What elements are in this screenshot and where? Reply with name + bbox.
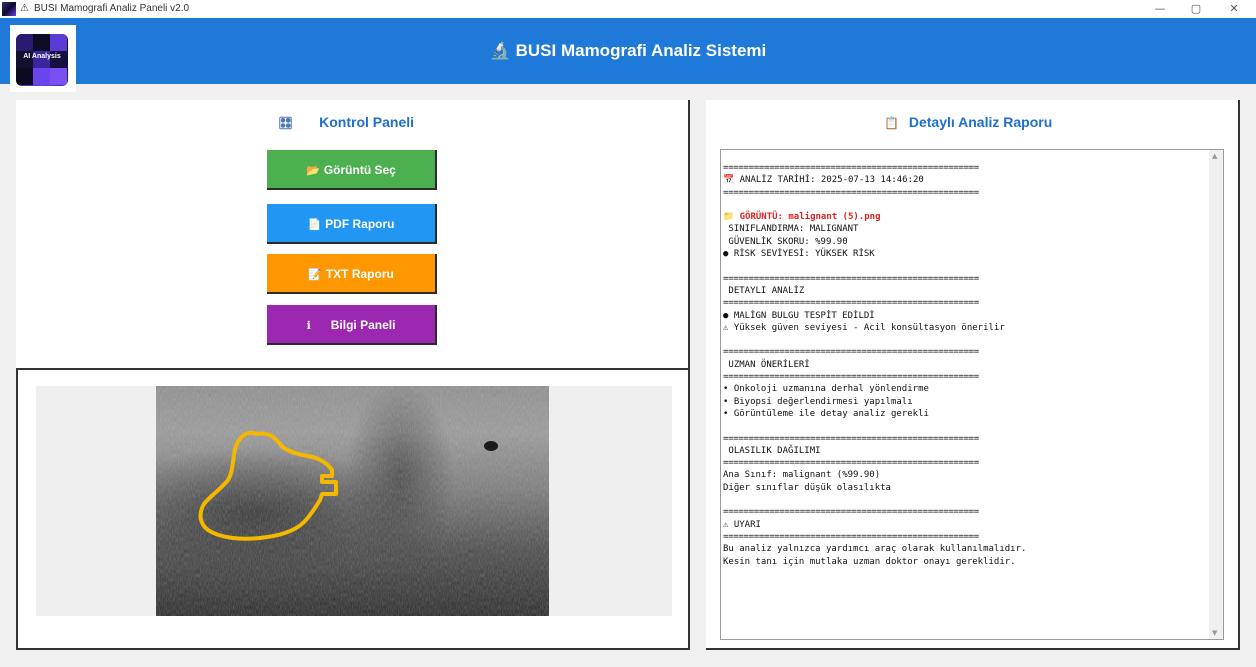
- info-panel-button[interactable]: [267, 305, 437, 345]
- scroll-down-icon[interactable]: ▼: [1212, 629, 1218, 637]
- report-separator: ==================================================: [723, 273, 979, 284]
- report-line: DETAYLI ANALİZ: [723, 285, 805, 296]
- report-separator: ==================================================: [723, 507, 979, 518]
- report-separator: ==================================================: [723, 458, 979, 469]
- report-panel-title-text: Detaylı Analiz Raporu: [908, 114, 1053, 130]
- control-panel-title: [278, 114, 414, 130]
- report-separator: ==================================================: [723, 347, 979, 358]
- report-separator: ==================================================: [723, 163, 979, 173]
- report-line: [723, 260, 1209, 272]
- app-icon: [2, 2, 16, 16]
- control-panel: [16, 100, 690, 368]
- report-panel: [706, 100, 1240, 650]
- lesion-contour: [156, 386, 549, 616]
- select-image-label: Görüntü Seç: [323, 163, 396, 177]
- txt-report-button[interactable]: [267, 254, 437, 294]
- report-line: ⚠ UYARI: [723, 519, 761, 530]
- report-line: Diğer sınıflar düşük olasılıkta: [723, 482, 891, 493]
- report-separator: ==================================================: [723, 298, 979, 309]
- report-line: Kesin tanı için mutlaka uzman doktor onayı gereklidir.: [723, 556, 1016, 567]
- ai-analysis-logo: [16, 34, 68, 86]
- report-line: Bu analiz yalnızca yardımcı araç olarak kullanılmalıdır.: [723, 544, 1027, 555]
- report-separator: ==================================================: [723, 433, 979, 444]
- report-line: Ana Sınıf: malignant (%99.90): [723, 470, 881, 481]
- maximize-button[interactable]: ▢: [1190, 2, 1202, 15]
- report-line: • Görüntüleme ile detay analiz gerekli: [723, 408, 929, 419]
- control-panel-title-text: Kontrol Paneli: [319, 114, 415, 130]
- report-line: ● MALİGN BULGU TESPİT EDİLDİ: [723, 310, 875, 321]
- report-separator: ==================================================: [723, 531, 979, 542]
- minimize-button[interactable]: —: [1154, 2, 1166, 15]
- info-icon: ℹ: [306, 320, 311, 332]
- txt-report-label: TXT Raporu: [325, 267, 394, 281]
- logo-text: AI Analysis: [23, 53, 61, 60]
- control-knobs-icon: 🎛: [278, 116, 294, 130]
- report-textbox[interactable]: [720, 149, 1224, 640]
- memo-icon: 📝: [308, 269, 322, 281]
- report-line: ⚠ Yüksek güven seviyesi - Acil konsültasyon önerilir: [723, 322, 1005, 333]
- report-separator: ==================================================: [723, 372, 979, 383]
- report-line: • Onkoloji uzmanına derhal yönlendirme: [723, 384, 929, 395]
- warning-icon: ⚠: [20, 3, 29, 14]
- ultrasound-image: [156, 386, 549, 616]
- window-title: BUSI Mamografi Analiz Paneli v2.0: [34, 3, 190, 14]
- report-line: [723, 494, 1209, 506]
- pdf-report-button[interactable]: [267, 204, 437, 244]
- app-header: [0, 18, 1256, 84]
- report-panel-title: [884, 114, 1052, 130]
- window-titlebar: [0, 0, 1256, 18]
- report-line: [723, 420, 1209, 432]
- clipboard-icon: 📋: [884, 116, 899, 130]
- image-frame: [36, 386, 672, 616]
- info-panel-label: Bilgi Paneli: [330, 318, 396, 332]
- report-line: GÜVENLİK SKORU: %99.90: [723, 236, 848, 247]
- pdf-report-label: PDF Raporu: [325, 217, 395, 231]
- report-line: SINIFLANDIRMA: MALIGNANT: [723, 224, 859, 235]
- report-line: • Biyopsi değerlendirmesi yapılmalı: [723, 396, 913, 407]
- report-line: ● RİSK SEVİYESİ: YÜKSEK RİSK: [723, 249, 875, 260]
- document-icon: 📄: [307, 219, 322, 231]
- report-line: [723, 334, 1209, 346]
- select-image-button[interactable]: [267, 150, 437, 190]
- logo-container: [10, 25, 76, 92]
- header-title: 🔬 BUSI Mamografi Analiz Sistemi: [489, 41, 767, 60]
- report-separator: ==================================================: [723, 187, 979, 198]
- report-line: 📁 GÖRÜNTÜ: malignant (5).png: [723, 212, 881, 223]
- folder-icon: 📂: [306, 165, 320, 177]
- report-line: OLASILIK DAĞILIMI: [723, 445, 821, 456]
- report-line: UZMAN ÖNERİLERİ: [723, 359, 810, 370]
- report-line: 📅 ANALİZ TARİHİ: 2025-07-13 14:46:20: [723, 175, 924, 186]
- image-panel: [16, 368, 690, 650]
- report-line: [723, 199, 1209, 211]
- report-scrollbar[interactable]: [1209, 150, 1223, 639]
- close-button[interactable]: ✕: [1229, 2, 1239, 15]
- scroll-up-icon[interactable]: ▲: [1212, 152, 1218, 160]
- report-text: [723, 162, 1209, 568]
